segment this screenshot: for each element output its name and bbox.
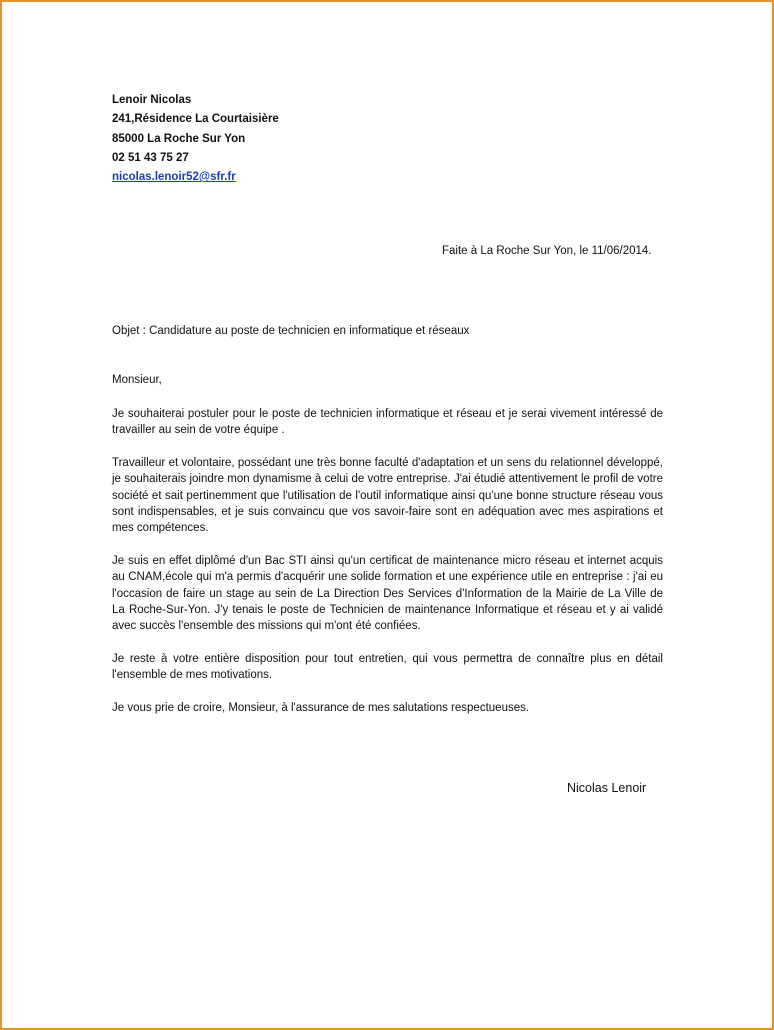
sender-phone: 02 51 43 75 27 bbox=[112, 151, 189, 164]
sender-block bbox=[112, 91, 279, 187]
salutation: Monsieur, bbox=[112, 374, 162, 386]
signature: Nicolas Lenoir bbox=[567, 781, 647, 795]
object-line: Objet : Candidature au poste de technicien en informatique et réseaux bbox=[112, 325, 470, 337]
paragraph-intro: Je souhaiterai postuler pour le poste de technicien informatique et réseau et je serai vivement intéressé de travailler au sein de votre équipe . bbox=[112, 408, 663, 437]
sender-city: 85000 La Roche Sur Yon bbox=[112, 132, 246, 145]
paragraph-profile: Travailleur et volontaire, possédant une très bonne faculté d'adaptation et un sens du relationnel développé, je souhaiterais joindre mon dynamisme à celui de votre entreprise. J'ai étudié attentivement le profil de votre société et sait pertinemment que l'utilisation de l'outil informatique ainsi qu'une bonne structure réseau vous sont indispensables, et je suis convaincu que vos savoir-faire sont en adéquation avec mes aspirations et mes compétences. bbox=[112, 457, 663, 535]
paragraph-closing: Je vous prie de croire, Monsieur, à l'assurance de mes salutations respectueuses. bbox=[112, 702, 530, 714]
date-line: Faite à La Roche Sur Yon, le 11/06/2014. bbox=[442, 245, 652, 257]
sender-address: 241,Résidence La Courtaisière bbox=[112, 113, 279, 126]
sender-email-link[interactable]: nicolas.lenoir52@sfr.fr bbox=[112, 171, 236, 184]
sender-name: Lenoir Nicolas bbox=[112, 94, 192, 106]
paragraph-experience: Je suis en effet diplômé d'un Bac STI ainsi qu'un certificat de maintenance micro réseau et internet acquis au CNAM,école qui m'a permis d'acquérir une solide formation et une expérience utile en entreprise : j'ai eu l'occasion de faire un stage au sein de La Direction Des Services d'Information de la Mairie de La Ville de La Roche-Sur-Yon. J'y tenais le poste de Technicien de maintenance Informatique et réseau et y ai validé avec succès l'ensemble des missions qui m'ont été confiées. bbox=[112, 555, 663, 633]
paragraph-availability: Je reste à votre entière disposition pour tout entretien, qui vous permettra de connaître plus en détail l'ensemble de mes motivations. bbox=[112, 653, 663, 682]
